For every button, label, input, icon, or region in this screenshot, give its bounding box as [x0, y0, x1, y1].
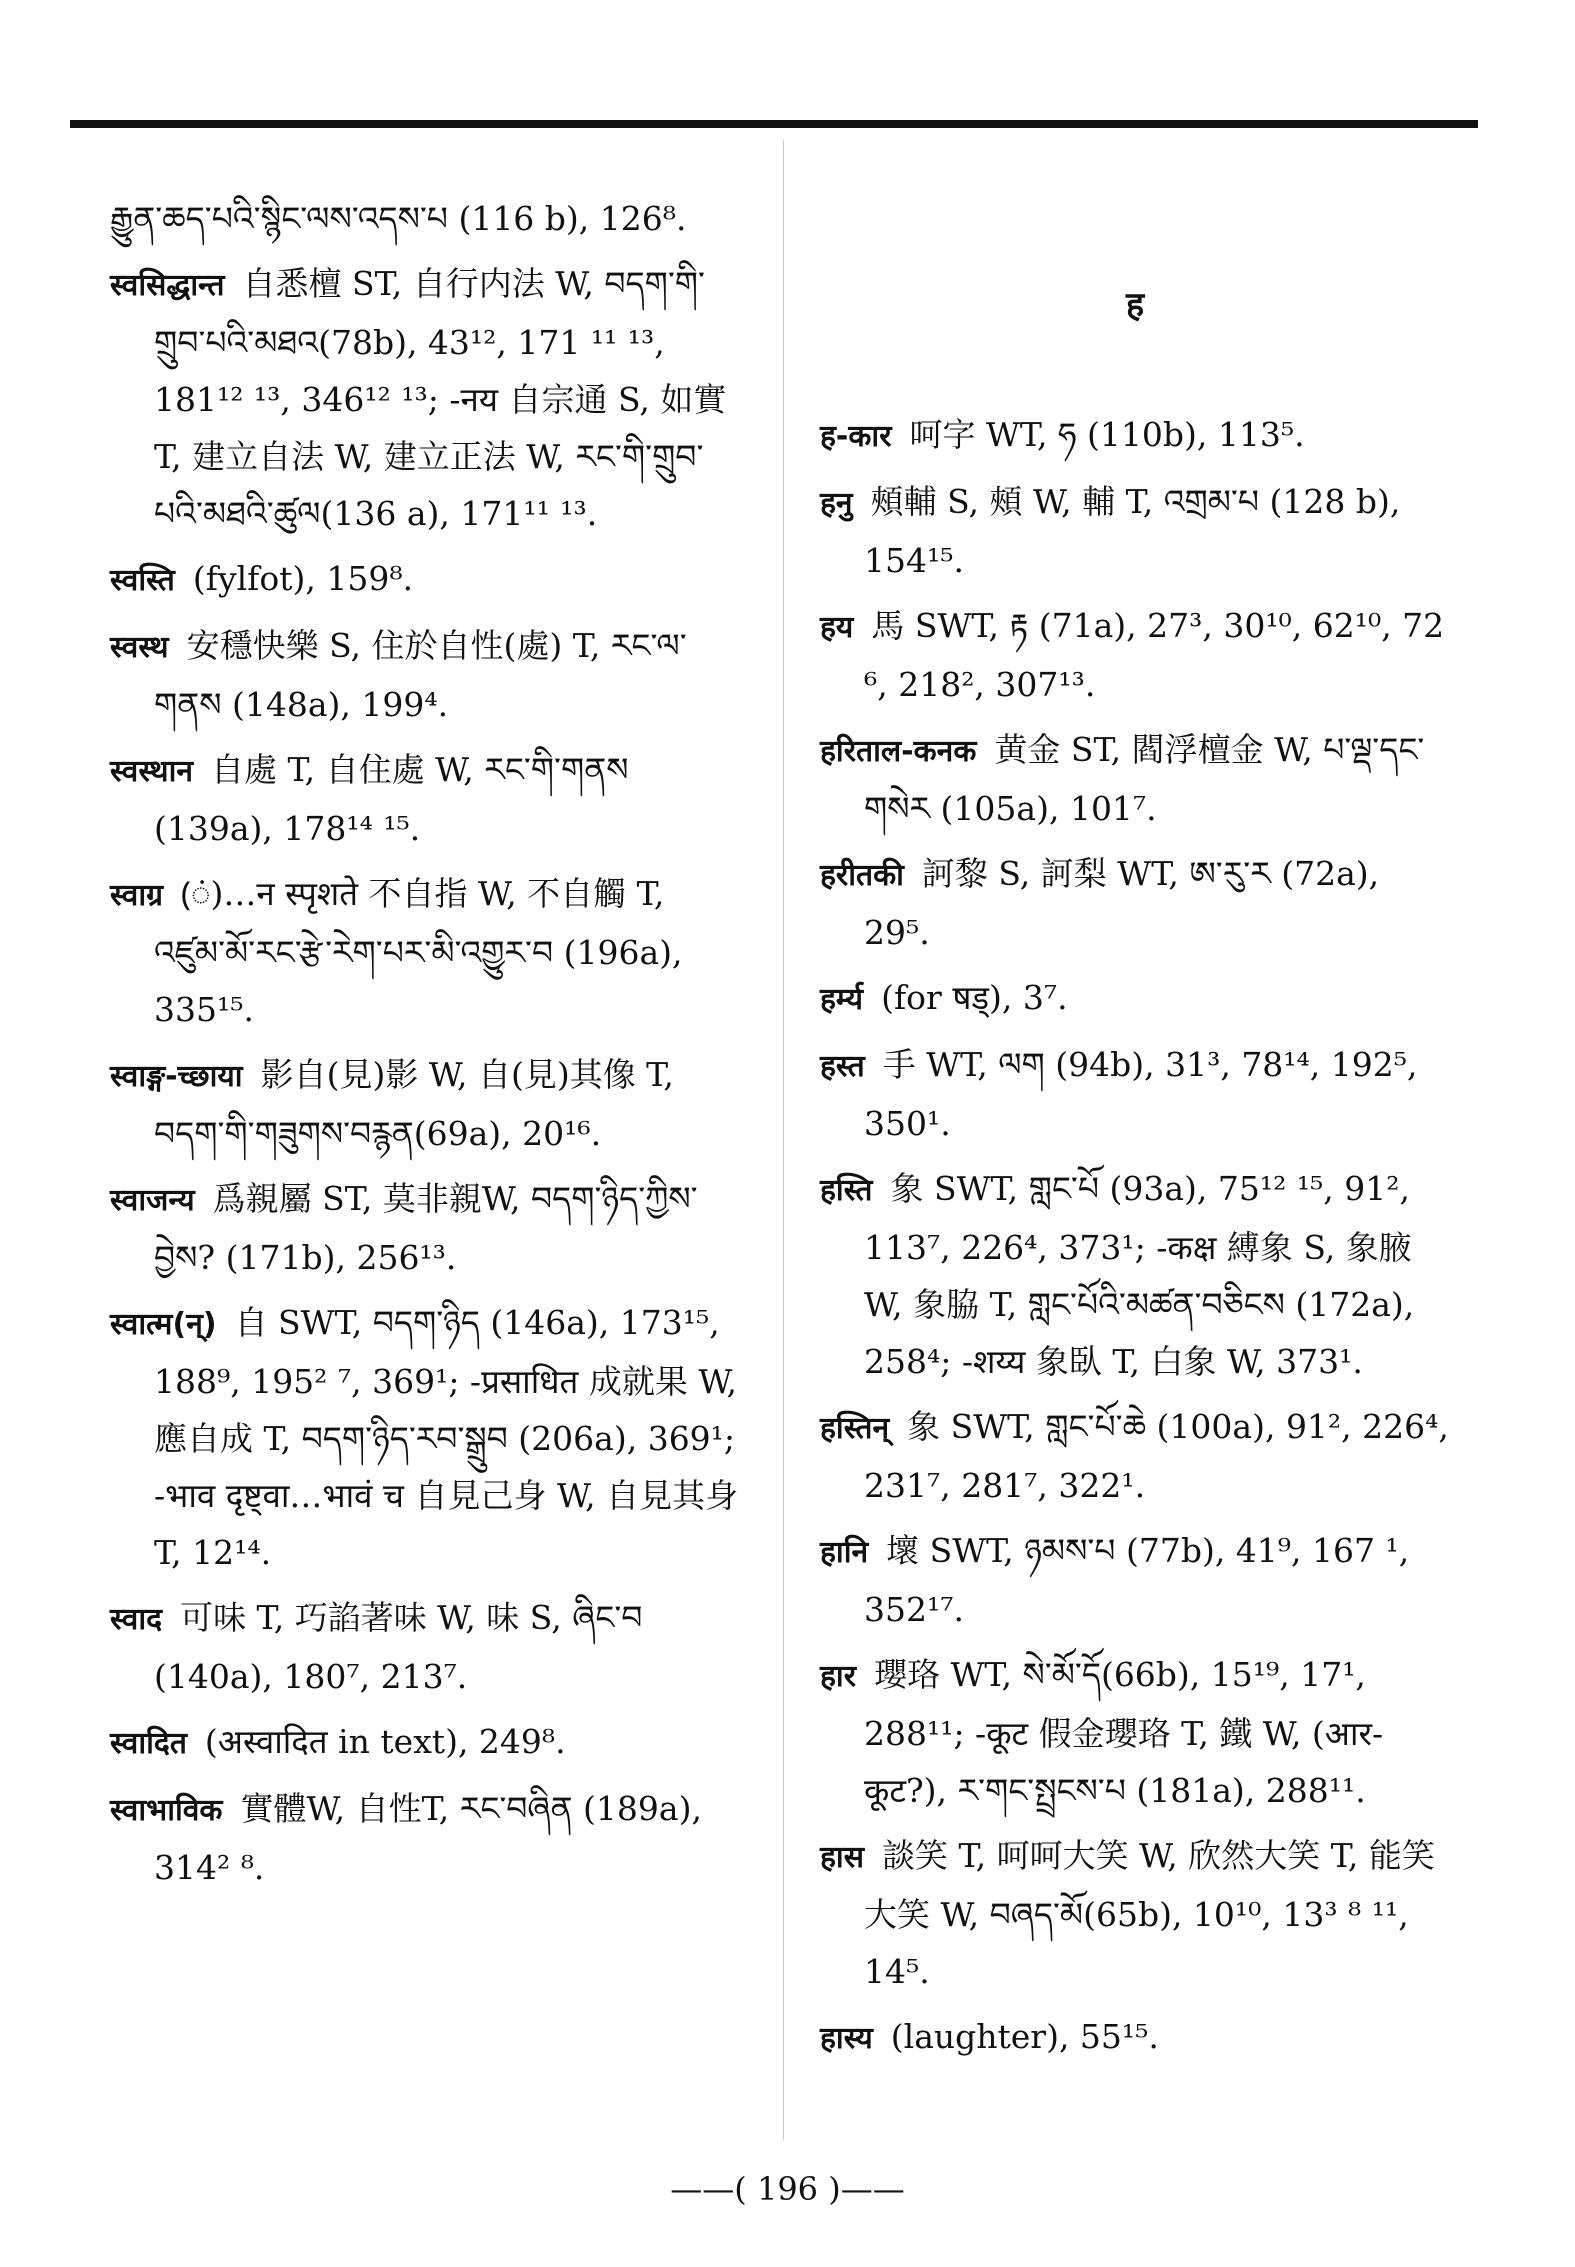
entry-definition: (ं)…न स्पृशते 不自指 W, 不自觸 T, འཛུམ་མོ་རང་རྩེ་རེག་པར་མི་འགྱུར་བ (196a), 335¹⁵.	[154, 874, 683, 1029]
dictionary-entry	[820, 969, 1450, 1028]
right-column	[820, 190, 1450, 2075]
section-heading: ह	[1125, 285, 1145, 325]
entry-headword: स्वाभाविक	[110, 1793, 223, 1828]
dictionary-entry	[820, 1522, 1450, 1638]
dictionary-entry	[820, 597, 1450, 713]
entry-definition: 象 SWT, གླང་པོ་ཆེ (100a), 91², 226⁴, 231⁷, 281⁷, 322¹.	[864, 1407, 1449, 1505]
entry-headword: हस्ति	[820, 1173, 873, 1208]
dictionary-entry	[110, 255, 740, 542]
dictionary-entry	[110, 1589, 740, 1705]
entry-definition: 黄金 ST, 閻浮檀金 W, པ་ལྡ་དང་གསེར (105a), 101⁷.	[864, 730, 1425, 828]
dictionary-entry	[110, 741, 740, 857]
entry-headword: स्वसिद्धान्त	[110, 268, 225, 303]
entry-headword: स्वाजन्य	[110, 1183, 195, 1218]
entry-definition: 手 WT, ལག (94b), 31³, 78¹⁴, 192⁵, 350¹.	[864, 1045, 1418, 1143]
column-divider	[783, 140, 784, 2140]
entry-definition: 安穩快樂 S, 住於自性(處) T, རང་ལ་གནས (148a), 199⁴.	[154, 626, 687, 724]
entry-headword: हर्म्य	[820, 982, 864, 1017]
entry-definition: རྒྱུན་ཆད་པའི་སྙིང་ལས་འདས་པ (116 b), 126⁸.	[110, 199, 687, 238]
entry-definition: (laughter), 55¹⁵.	[890, 2017, 1159, 2056]
left-column	[110, 190, 740, 1904]
entry-definition: 自悉檀 ST, 自行内法 W, བདག་གི་གྲུབ་པའི་མཐའ(78b), 43¹², 171 ¹¹ ¹³, 181¹² ¹³, 346¹² ¹³; -नय 自宗通 S, 如實 T, 建立自法 W, 建立正法 W, རང་གི་གྲུབ་པའི་མཐའི་ཚུལ(136 a), 171¹¹ ¹³.	[154, 264, 727, 533]
entry-headword: हास्य	[820, 2021, 873, 2056]
entry-definition: (fylfot), 159⁸.	[192, 559, 414, 598]
entry-definition: 呵字 WT, ཧ (110b), 113⁵.	[909, 415, 1305, 454]
dictionary-entry	[110, 1294, 740, 1581]
entry-definition: 壞 SWT, ཉམས་པ (77b), 41⁹, 167 ¹, 352¹⁷.	[864, 1531, 1410, 1629]
entry-headword: स्वादित	[110, 1726, 187, 1761]
dictionary-entry	[110, 190, 740, 247]
entry-headword: ह-कार	[820, 419, 892, 454]
entry-headword: हार	[820, 1659, 856, 1694]
entry-headword: हनु	[820, 486, 853, 521]
entry-headword: हस्त	[820, 1049, 865, 1084]
entry-headword: हय	[820, 610, 854, 645]
page-number: ——( 196 )——	[670, 2170, 905, 2208]
dictionary-entry	[820, 1160, 1450, 1390]
dictionary-entry	[110, 1713, 740, 1772]
entry-definition: 訶黎 S, 訶梨 WT, ཨ་རུ་ར (72a), 29⁵.	[864, 854, 1380, 952]
dictionary-entry	[110, 1046, 740, 1162]
entry-definition: 影自(見)影 W, 自(見)其像 T, བདག་གི་གཟུགས་བརྙན(69a), 20¹⁶.	[154, 1055, 674, 1153]
dictionary-entry	[820, 1827, 1450, 2000]
dictionary-entry	[110, 1780, 740, 1896]
dictionary-entry	[820, 406, 1450, 465]
entry-headword: हरिताल-कनक	[820, 734, 977, 769]
dictionary-entry	[820, 1036, 1450, 1152]
entry-definition: 爲親屬 ST, 莫非親W, བདག་ཉིད་ཀྱིས་བྱེས? (171b), 256¹³.	[154, 1179, 698, 1277]
dictionary-entry	[820, 2008, 1450, 2067]
dictionary-entry	[110, 1170, 740, 1286]
entry-definition: 頰輔 S, 頰 W, 輔 T, འགྲམ་པ (128 b), 154¹⁵.	[864, 482, 1401, 580]
entry-headword: हास	[820, 1840, 864, 1875]
entry-headword: स्वाद	[110, 1602, 163, 1637]
dictionary-entry	[820, 1398, 1450, 1514]
entry-headword: हरीतकी	[820, 858, 904, 893]
entry-definition: 象 SWT, གླང་པོ (93a), 75¹² ¹⁵, 91², 113⁷, 226⁴, 373¹; -कक्ष 縛象 S, 象腋 W, 象脇 T, གླང་པོའི་མཚན་བཅིངས (172a), 258⁴; -शय्य 象臥 T, 白象 W, 373¹.	[864, 1169, 1415, 1381]
top-rule	[70, 120, 1478, 128]
dictionary-entry	[820, 721, 1450, 837]
entry-definition: 瓔珞 WT, སེ་མོ་དོ(66b), 15¹⁹, 17¹, 288¹¹; -कूट 假金瓔珞 T, 鐵 W, (आर-कूट?), ར་གང་སྤྲངས་པ (181a), 288¹¹.	[864, 1655, 1384, 1810]
right-entries	[820, 406, 1450, 2067]
entry-definition: (अस्वादित in text), 249⁸.	[204, 1722, 566, 1761]
entry-headword: हस्तिन्	[820, 1411, 890, 1446]
entry-definition: (for षड्), 3⁷.	[881, 978, 1068, 1017]
entry-definition: 自 SWT, བདག་ཉིད (146a), 173¹⁵, 188⁹, 195² ⁷, 369¹; -प्रसाधित 成就果 W, 應自成 T, བདག་ཉིད་རབ་སྒྲུབ (206a), 369¹; -भाव दृष्ट्वा…भावं च 自見己身 W, 自見其身 T, 12¹⁴.	[154, 1303, 739, 1572]
dictionary-entry	[820, 845, 1450, 961]
entry-headword: स्वस्थान	[110, 754, 194, 789]
dictionary-entry	[110, 550, 740, 609]
entry-definition: 馬 SWT, རྟ (71a), 27³, 30¹⁰, 62¹⁰, 72 ⁶, 218², 307¹³.	[864, 606, 1445, 704]
dictionary-entry	[820, 1646, 1450, 1819]
dictionary-entry	[820, 473, 1450, 589]
entry-definition: 談笑 T, 呵呵大笑 W, 欣然大笑 T, 能笑大笑 W, བཞད་མོ(65b), 10¹⁰, 13³ ⁸ ¹¹, 14⁵.	[864, 1836, 1435, 1991]
entry-definition: 實體W, 自性T, རང་བཞིན (189a), 314² ⁸.	[154, 1789, 702, 1887]
entry-headword: स्वस्थ	[110, 630, 169, 665]
entry-headword: स्वाङ्ग-च्छाया	[110, 1059, 243, 1094]
entry-headword: हानि	[820, 1535, 869, 1570]
entry-headword: स्वाग्र	[110, 878, 164, 913]
entry-definition: 可味 T, 巧諂著味 W, 味 S, ཞིང་བ (140a), 180⁷, 213⁷.	[154, 1598, 643, 1696]
entry-headword: स्वस्ति	[110, 563, 175, 598]
entry-definition: 自處 T, 自住處 W, རང་གི་གནས (139a), 178¹⁴ ¹⁵.	[154, 750, 629, 848]
dictionary-entry	[110, 865, 740, 1038]
entry-headword: स्वात्म(न्)	[110, 1307, 217, 1342]
dictionary-entry	[110, 617, 740, 733]
